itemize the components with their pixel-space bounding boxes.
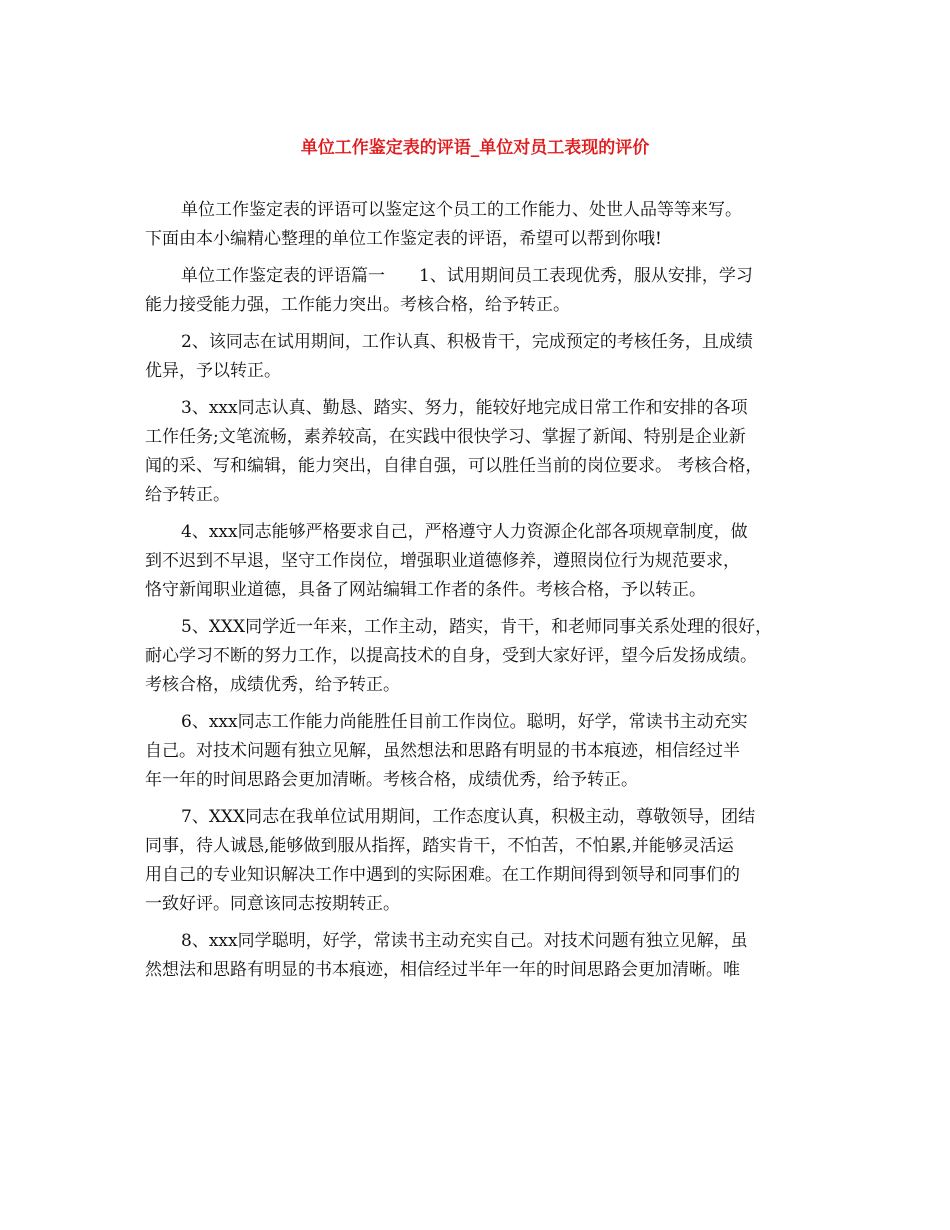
- paragraph: [145, 518, 815, 605]
- text-line: 7、XXX同志在我单位试用期间，工作态度认真，积极主动，尊敬领导，团结: [181, 807, 756, 827]
- text-line: 然想法和思路有明显的书本痕迹，相信经过半年一年的时间思路会更加清晰。唯: [145, 960, 740, 980]
- text-line: 3、xxx同志认真、勤恳、踏实、努力，能较好地完成日常工作和安排的各项: [181, 398, 748, 418]
- text-line: 能力接受能力强，工作能力突出。考核合格，给予转正。: [145, 295, 570, 315]
- paragraph: [145, 927, 815, 985]
- document-title: 单位工作鉴定表的评语_单位对员工表现的评价: [300, 138, 650, 158]
- paragraph: [145, 613, 815, 700]
- paragraph: [145, 328, 815, 386]
- paragraph: [145, 394, 815, 510]
- text-line: 6、xxx同志工作能力尚能胜任目前工作岗位。聪明，好学，常读书主动充实: [181, 712, 748, 732]
- text-line: 4、xxx同志能够严格要求自己，严格遵守人力资源企化部各项规章制度，做: [181, 522, 748, 542]
- text-line: 8、xxx同学聪明，好学，常读书主动充实自己。对技术问题有独立见解，虽: [181, 931, 748, 951]
- text-line: 给予转正。: [145, 485, 230, 505]
- text-line: 闻的采、写和编辑，能力突出，自律自强，可以胜任当前的岗位要求。 考核合格，: [145, 456, 763, 476]
- text-line: 优异，予以转正。: [145, 361, 281, 381]
- text-line: 用自己的专业知识解决工作中遇到的实际困难。在工作期间得到领导和同事们的: [145, 865, 740, 885]
- text-line: 年一年的时间思路会更加清晰。考核合格，成绩优秀，给予转正。: [145, 770, 638, 790]
- paragraph: [145, 262, 815, 320]
- paragraph: [145, 708, 815, 795]
- text-line: 单位工作鉴定表的评语篇一 1、试用期间员工表现优秀，服从安排，学习: [181, 266, 753, 286]
- text-line: 自己。对技术问题有独立见解，虽然想法和思路有明显的书本痕迹，相信经过半: [145, 741, 740, 761]
- text-line: 单位工作鉴定表的评语可以鉴定这个员工的工作能力、处世人品等等来写。: [181, 200, 742, 220]
- text-line: 工作任务;文笔流畅，素养较高，在实践中很快学习、掌握了新闻、特别是企业新: [145, 427, 746, 447]
- text-line: 一致好评。同意该同志按期转正。: [145, 894, 400, 914]
- text-line: 耐心学习不断的努力工作，以提高技术的自身，受到大家好评，望今后发扬成绩。: [145, 646, 757, 666]
- text-line: 2、该同志在试用期间，工作认真、积极肯干，完成预定的考核任务，且成绩: [181, 332, 753, 352]
- text-line: 同事，待人诚恳,能够做到服从指挥，踏实肯干，不怕苦，不怕累,并能够灵活运: [145, 836, 734, 856]
- paragraph: [145, 196, 815, 254]
- text-line: 到不迟到不早退，坚守工作岗位，增强职业道德修养，遵照岗位行为规范要求，: [145, 551, 740, 571]
- paragraph: [145, 803, 815, 919]
- text-line: 考核合格，成绩优秀，给予转正。: [145, 675, 400, 695]
- text-line: 5、XXX同学近一年来，工作主动，踏实，肯干，和老师同事关系处理的很好，: [181, 617, 773, 637]
- document-body: [145, 196, 815, 993]
- text-line: 下面由本小编精心整理的单位工作鉴定表的评语，希望可以帮到你哦!: [145, 229, 662, 249]
- text-line: 恪守新闻职业道德，具备了网站编辑工作者的条件。考核合格，予以转正。: [145, 580, 706, 600]
